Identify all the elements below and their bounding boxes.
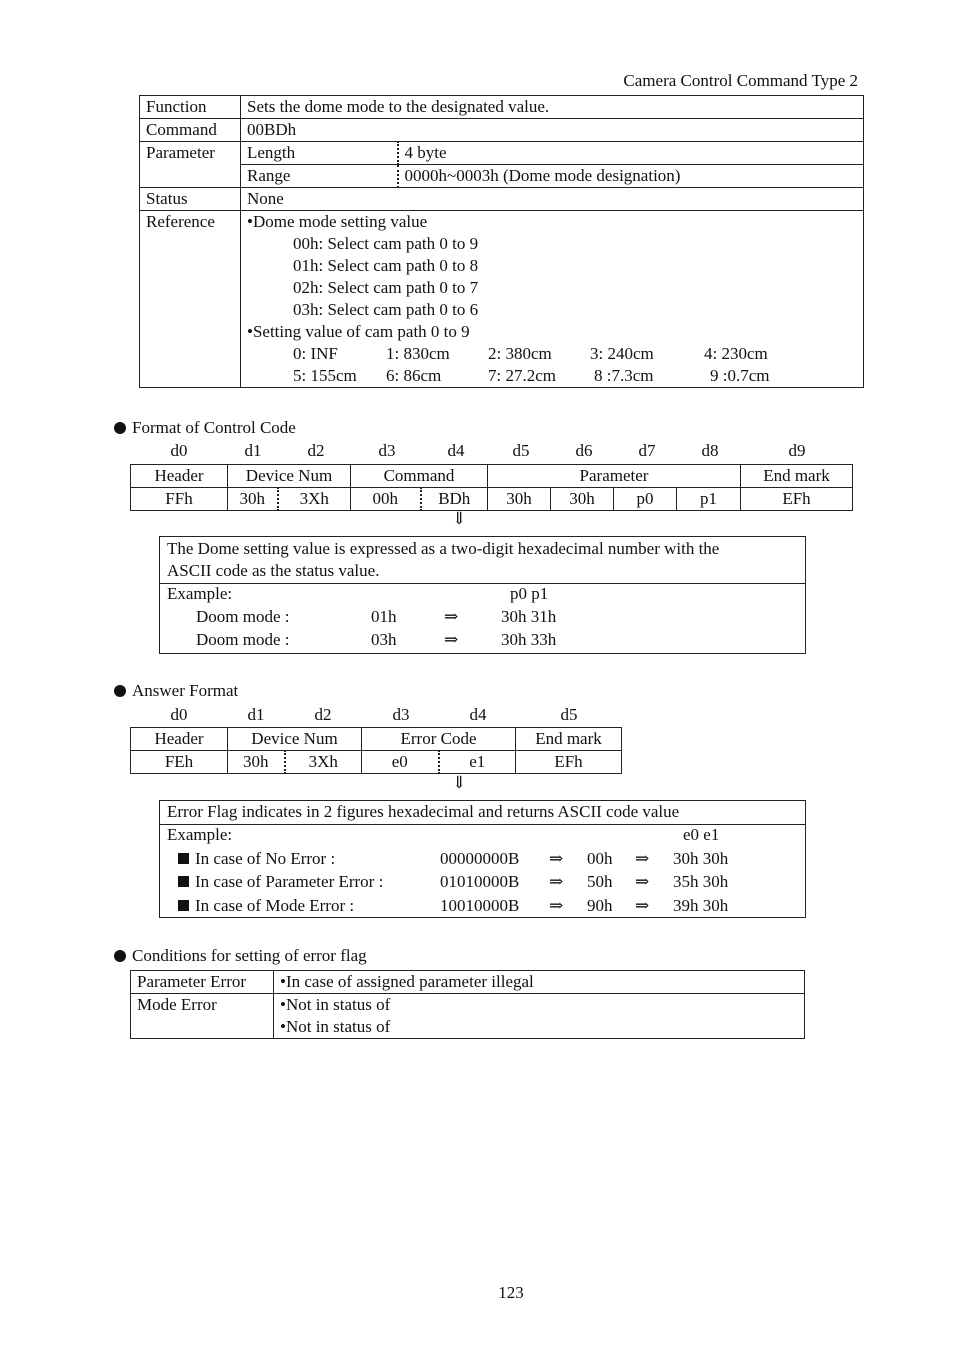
reference-label: Reference xyxy=(140,211,241,388)
right-arrow-icon: ⇒ xyxy=(635,849,650,868)
parameter-error-label: Parameter Error xyxy=(131,971,274,994)
cam-value: 8 :7.3cm xyxy=(594,366,654,385)
p-column-header: p0 p1 xyxy=(510,584,549,603)
example-result: 30h 31h xyxy=(501,607,557,626)
right-arrow-icon: ⇒ xyxy=(635,896,650,915)
byte-value: 30h xyxy=(228,751,285,774)
cam-value: 4: 230cm xyxy=(704,344,768,363)
group-parameter: Parameter xyxy=(488,465,741,488)
command-label: Command xyxy=(140,119,241,142)
case-hex: 00h xyxy=(587,849,613,868)
length-label: Length xyxy=(241,142,398,165)
control-code-table xyxy=(130,464,853,511)
mode-error-label: Mode Error xyxy=(131,994,274,1039)
length-value: 4 byte xyxy=(398,142,864,165)
byte-value: BDh xyxy=(421,488,488,511)
byte-value: 3Xh xyxy=(278,488,351,511)
parameter-error-value: •In case of assigned parameter illegal xyxy=(274,971,805,994)
parameter-label: Parameter xyxy=(140,142,241,188)
case-binary: 00000000B xyxy=(440,849,520,868)
cam-value: 9 :0.7cm xyxy=(710,366,770,385)
function-label: Function xyxy=(140,96,241,119)
byte-value: 30h xyxy=(488,488,551,511)
case-hex: 50h xyxy=(587,872,613,891)
case-label xyxy=(178,871,383,893)
cam-value: 1: 830cm xyxy=(386,344,450,363)
byte-value: p0 xyxy=(614,488,677,511)
mode-error-line: •Not in status of xyxy=(280,995,391,1014)
cam-value: 3: 240cm xyxy=(590,344,654,363)
byte-value: p1 xyxy=(677,488,741,511)
d-label: d5 xyxy=(560,705,578,724)
range-value: 0000h~0003h (Dome mode designation) xyxy=(398,165,864,188)
case-label-text: In case of No Error : xyxy=(195,849,336,868)
byte-value: 30h xyxy=(228,488,278,511)
cam-value: 7: 27.2cm xyxy=(488,366,556,385)
group-device-num: Device Num xyxy=(228,465,351,488)
answer-d-labels xyxy=(0,705,954,727)
byte-value: e0 xyxy=(362,751,439,774)
byte-value: 00h xyxy=(351,488,421,511)
command-value: 00BDh xyxy=(241,119,864,142)
right-arrow-icon: ⇒ xyxy=(549,849,564,868)
d-label: d9 xyxy=(788,441,806,460)
right-arrow-icon: ⇒ xyxy=(549,872,564,891)
reference-line: •Dome mode setting value xyxy=(247,212,428,231)
case-label-text: In case of Parameter Error : xyxy=(195,872,384,891)
d-label: d0 xyxy=(170,441,188,460)
byte-value: 3Xh xyxy=(285,751,362,774)
group-end-mark: End mark xyxy=(741,465,853,488)
answer-format-heading xyxy=(114,681,238,701)
example-mode-label: Doom mode : xyxy=(196,630,290,649)
status-label: Status xyxy=(140,188,241,211)
d-label: d2 xyxy=(307,441,325,460)
conditions-heading xyxy=(114,946,367,966)
mode-error-value xyxy=(274,994,805,1039)
d-label: d3 xyxy=(392,705,410,724)
byte-value: 30h xyxy=(551,488,614,511)
example-result: 30h 33h xyxy=(501,630,557,649)
reference-line: 03h: Select cam path 0 to 6 xyxy=(293,300,479,319)
control-format-heading-text: Format of Control Code xyxy=(132,418,296,437)
control-format-heading xyxy=(114,418,296,438)
case-ascii: 30h 30h xyxy=(673,849,729,868)
control-note-box xyxy=(159,536,806,654)
byte-value: FFh xyxy=(131,488,228,511)
reference-line: 00h: Select cam path 0 to 9 xyxy=(293,234,479,253)
byte-value: EFh xyxy=(516,751,622,774)
answer-format-heading-text: Answer Format xyxy=(132,681,239,700)
square-bullet-icon xyxy=(178,853,189,864)
note-line: The Dome setting value is expressed as a two-digit hexadecimal number with the xyxy=(167,539,720,558)
d-label: d4 xyxy=(447,441,465,460)
note-line: ASCII code as the status value. xyxy=(167,561,380,580)
reference-cell xyxy=(241,211,864,388)
right-arrow-icon: ⇒ xyxy=(549,896,564,915)
example-mode-value: 01h xyxy=(371,607,397,626)
mode-error-line: •Not in status of xyxy=(280,1017,391,1036)
group-command: Command xyxy=(351,465,488,488)
error-conditions-table xyxy=(130,970,805,1039)
d-label: d1 xyxy=(247,705,265,724)
group-device-num: Device Num xyxy=(228,728,362,751)
byte-value: FEh xyxy=(131,751,228,774)
d-label: d3 xyxy=(378,441,396,460)
bullet-icon xyxy=(114,422,126,434)
conditions-heading-text: Conditions for setting of error flag xyxy=(132,946,367,965)
case-binary: 01010000B xyxy=(440,872,520,891)
cam-value: 5: 155cm xyxy=(293,366,357,385)
cam-value: 6: 86cm xyxy=(386,366,442,385)
example-mode-value: 03h xyxy=(371,630,397,649)
reference-line: 01h: Select cam path 0 to 8 xyxy=(293,256,479,275)
bullet-icon xyxy=(114,950,126,962)
d-label: d4 xyxy=(469,705,487,724)
note-line: Error Flag indicates in 2 figures hexadecimal and returns ASCII code value xyxy=(167,802,680,821)
down-arrow-icon: ⇓ xyxy=(452,509,467,528)
case-label-text: In case of Mode Error : xyxy=(195,896,355,915)
group-error-code: Error Code xyxy=(362,728,516,751)
down-arrow-icon: ⇓ xyxy=(452,773,467,792)
bullet-icon xyxy=(114,685,126,697)
case-binary: 10010000B xyxy=(440,896,520,915)
case-ascii: 35h 30h xyxy=(673,872,729,891)
group-end-mark: End mark xyxy=(516,728,622,751)
answer-note-box xyxy=(159,800,806,918)
right-arrow-icon: ⇒ xyxy=(444,630,459,649)
example-label: Example: xyxy=(167,825,233,844)
e-column-header: e0 e1 xyxy=(683,825,720,844)
page-header-title: Camera Control Command Type 2 xyxy=(623,71,858,90)
case-hex: 90h xyxy=(587,896,613,915)
case-ascii: 39h 30h xyxy=(673,896,729,915)
d-label: d8 xyxy=(701,441,719,460)
square-bullet-icon xyxy=(178,876,189,887)
page-number: 123 xyxy=(498,1283,524,1302)
group-header: Header xyxy=(131,728,228,751)
square-bullet-icon xyxy=(178,900,189,911)
control-d-labels xyxy=(0,441,954,463)
status-value: None xyxy=(241,188,864,211)
d-label: d0 xyxy=(170,705,188,724)
cam-value: 0: INF xyxy=(293,344,338,363)
d-label: d1 xyxy=(244,441,262,460)
byte-value: EFh xyxy=(741,488,853,511)
reference-line: •Setting value of cam path 0 to 9 xyxy=(247,322,470,341)
right-arrow-icon: ⇒ xyxy=(635,872,650,891)
case-label xyxy=(178,848,335,870)
byte-value: e1 xyxy=(439,751,516,774)
command-spec-table xyxy=(139,95,864,388)
group-header: Header xyxy=(131,465,228,488)
right-arrow-icon: ⇒ xyxy=(444,607,459,626)
cam-value: 2: 380cm xyxy=(488,344,552,363)
d-label: d5 xyxy=(512,441,530,460)
reference-line: 02h: Select cam path 0 to 7 xyxy=(293,278,479,297)
example-mode-label: Doom mode : xyxy=(196,607,290,626)
function-value: Sets the dome mode to the designated value. xyxy=(241,96,864,119)
example-label: Example: xyxy=(167,584,233,603)
d-label: d7 xyxy=(638,441,656,460)
d-label: d2 xyxy=(314,705,332,724)
d-label: d6 xyxy=(575,441,593,460)
case-label xyxy=(178,895,354,917)
answer-format-table xyxy=(130,727,622,774)
range-label: Range xyxy=(241,165,398,188)
